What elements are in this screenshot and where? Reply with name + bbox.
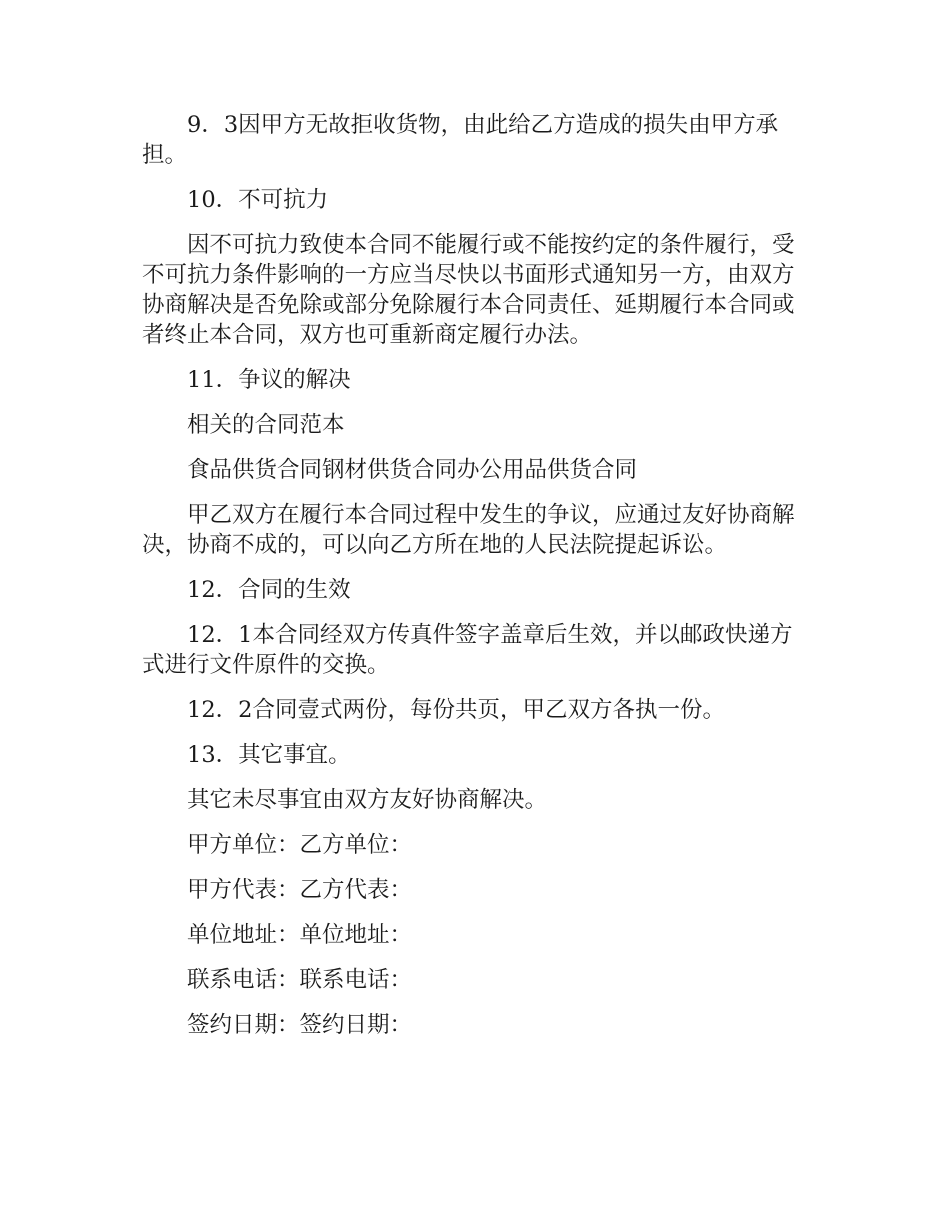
heading-10-force-majeure: 10．不可抗力	[187, 187, 329, 213]
force-majeure-text: 因不可抗力致使本合同不能履行或不能按约定的条件履行，受不可抗力条件影响的一方应当尽快以书面形式通知另一方，由双方协商解决是否免除或部分免除履行本合同责任、延期履行本合同或者终止本合同，双方也可重新商定履行办法。	[142, 232, 795, 348]
signature-date: 签约日期：签约日期：	[187, 1012, 413, 1038]
document-page	[142, 110, 812, 1055]
clause-9-3: 9．3因甲方无故拒收货物，由此给乙方造成的损失由甲方承担。	[142, 112, 779, 168]
clause-12-1: 12．1本合同经双方传真件签字盖章后生效，并以邮政快递方式进行文件原件的交换。	[142, 622, 793, 678]
heading-13-other: 13．其它事宜。	[187, 742, 351, 768]
signature-representative: 甲方代表：乙方代表：	[187, 877, 413, 903]
signature-phone: 联系电话：联系电话：	[187, 967, 413, 993]
signature-unit: 甲方单位：乙方单位：	[187, 832, 413, 858]
heading-11-dispute: 11．争议的解决	[187, 367, 351, 393]
dispute-text: 甲乙双方在履行本合同过程中发生的争议，应通过友好协商解决，协商不成的，可以向乙方所在地的人民法院提起诉讼。	[142, 502, 795, 558]
other-matters-text: 其它未尽事宜由双方友好协商解决。	[187, 787, 548, 813]
related-templates-label: 相关的合同范本	[187, 412, 345, 438]
related-templates-list: 食品供货合同钢材供货合同办公用品供货合同	[187, 457, 638, 483]
clause-12-2: 12．2合同壹式两份，每份共页，甲乙双方各执一份。	[187, 697, 725, 723]
heading-12-effect: 12．合同的生效	[187, 577, 351, 603]
signature-address: 单位地址：单位地址：	[187, 922, 413, 948]
